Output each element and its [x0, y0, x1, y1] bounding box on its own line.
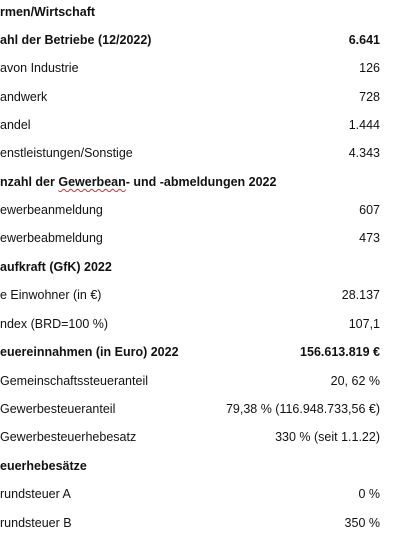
section-heading-tax-rates: [0, 456, 406, 476]
row-label: Gewerbesteuerhebesatz: [0, 430, 137, 444]
section-heading-purchasing-power: [0, 257, 406, 277]
table-row-trade: [0, 115, 406, 135]
table-row-deregistrations: [0, 228, 406, 248]
heading-text: euerhebesätze: [0, 459, 87, 473]
row-value: 20, 62 %: [330, 374, 380, 388]
section-heading-tax-revenue: [0, 342, 406, 362]
section-heading-registrations: [0, 172, 406, 192]
table-row-registrations: [0, 200, 406, 220]
row-value: 28.137: [341, 288, 380, 302]
row-label: euereinnahmen (in Euro) 2022: [0, 345, 179, 359]
row-label: rundsteuer A: [0, 487, 71, 501]
table-row-total-firms: [0, 30, 406, 50]
row-value: 607: [359, 203, 380, 217]
row-value: 107,1: [348, 317, 380, 331]
table-row-land-tax-b: [0, 513, 406, 533]
heading-part-post: - und -abmeldungen 2022: [125, 175, 277, 189]
table-row-trade-tax-share: [0, 399, 406, 419]
row-label: avon Industrie: [0, 61, 79, 75]
row-value: 350 %: [344, 516, 380, 530]
row-value: 126: [359, 61, 380, 75]
heading-text: aufkraft (GfK) 2022: [0, 260, 112, 274]
heading-part-pre: nzahl der: [0, 175, 59, 189]
row-label: andel: [0, 118, 31, 132]
heading-text: [0, 172, 276, 192]
row-label: rundsteuer B: [0, 516, 72, 530]
table-row-craft: [0, 87, 406, 107]
heading-text: rmen/Wirtschaft: [0, 5, 96, 19]
row-value: 4.343: [348, 146, 380, 160]
row-label: Gemeinschaftssteueranteil: [0, 374, 148, 388]
table-row-per-capita: [0, 285, 406, 305]
table-row-industry: [0, 58, 406, 78]
row-value: 330 % (seit 1.1.22): [275, 430, 380, 444]
row-label: ewerbeabmeldung: [0, 231, 103, 245]
row-value: 6.641: [348, 33, 380, 47]
row-label: ewerbeanmeldung: [0, 203, 103, 217]
row-label: andwerk: [0, 90, 48, 104]
row-value: 1.444: [348, 118, 380, 132]
table-row-land-tax-a: [0, 484, 406, 504]
table-row-community-tax-share: [0, 371, 406, 391]
spellcheck-flagged-word: Gewerbean: [58, 175, 126, 189]
section-heading-firms: [0, 2, 406, 22]
row-label: Gewerbesteueranteil: [0, 402, 116, 416]
row-value: 156.613.819 €: [300, 345, 380, 359]
row-label: enstleistungen/Sonstige: [0, 146, 133, 160]
row-label: ahl der Betriebe (12/2022): [0, 33, 152, 47]
row-value: 728: [359, 90, 380, 104]
table-row-index: [0, 314, 406, 334]
row-value: 0 %: [358, 487, 380, 501]
row-label: e Einwohner (in €): [0, 288, 102, 302]
row-value: 473: [359, 231, 380, 245]
table-row-trade-tax-rate: [0, 427, 406, 447]
row-value: 79,38 % (116.948.733,56 €): [225, 402, 380, 416]
table-row-services: [0, 143, 406, 163]
row-label: ndex (BRD=100 %): [0, 317, 109, 331]
